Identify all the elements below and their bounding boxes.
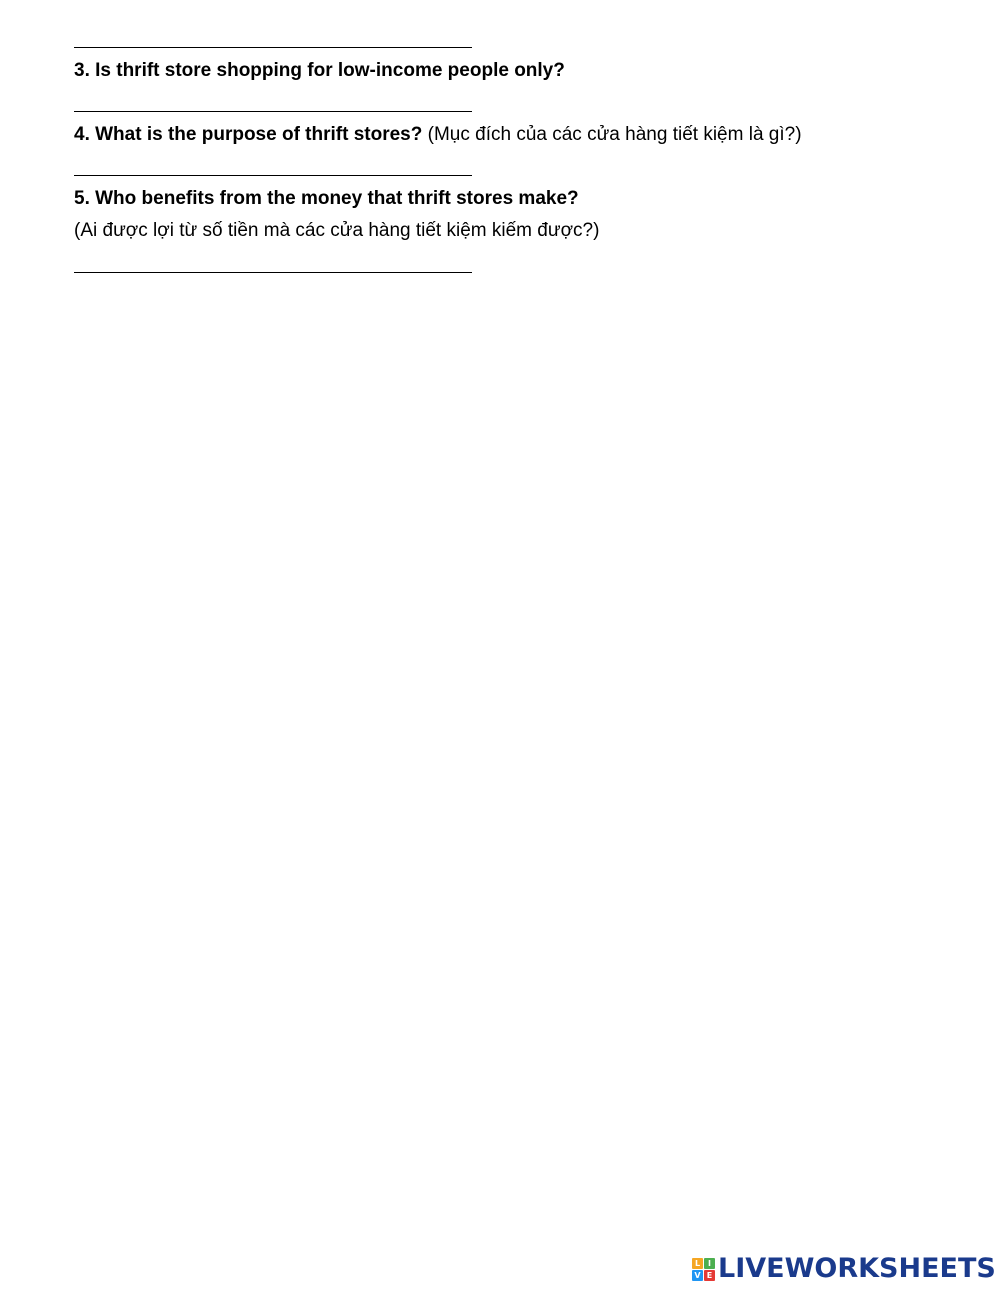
mark-tile-l: L (692, 1258, 703, 1269)
question-5-text: 5. Who benefits from the money that thrift stores make? (74, 188, 579, 209)
liveworksheets-logo (692, 1254, 996, 1284)
answer-line-3[interactable] (74, 111, 472, 112)
answer-line-5[interactable] (74, 272, 472, 273)
question-5-translation: (Ai được lợi từ số tiền mà các cửa hàng tiết kiệm kiếm được?) (74, 220, 600, 241)
mark-tile-e: E (704, 1270, 715, 1281)
brand-name: LIVEWORKSHEETS (718, 1253, 996, 1284)
question-3 (74, 59, 565, 83)
question-3-text: 3. Is thrift store shopping for low-income people only? (74, 60, 565, 81)
question-4 (74, 123, 802, 147)
liveworksheets-mark-icon (692, 1258, 715, 1281)
question-4-text: 4. What is the purpose of thrift stores? (74, 124, 423, 145)
answer-line-4[interactable] (74, 175, 472, 176)
question-4-translation: (Mục đích của các cửa hàng tiết kiệm là gì?) (422, 124, 802, 145)
mark-tile-i: I (704, 1258, 715, 1269)
answer-line-2[interactable] (74, 47, 472, 48)
mark-tile-v: V (692, 1270, 703, 1281)
question-5 (74, 187, 579, 211)
